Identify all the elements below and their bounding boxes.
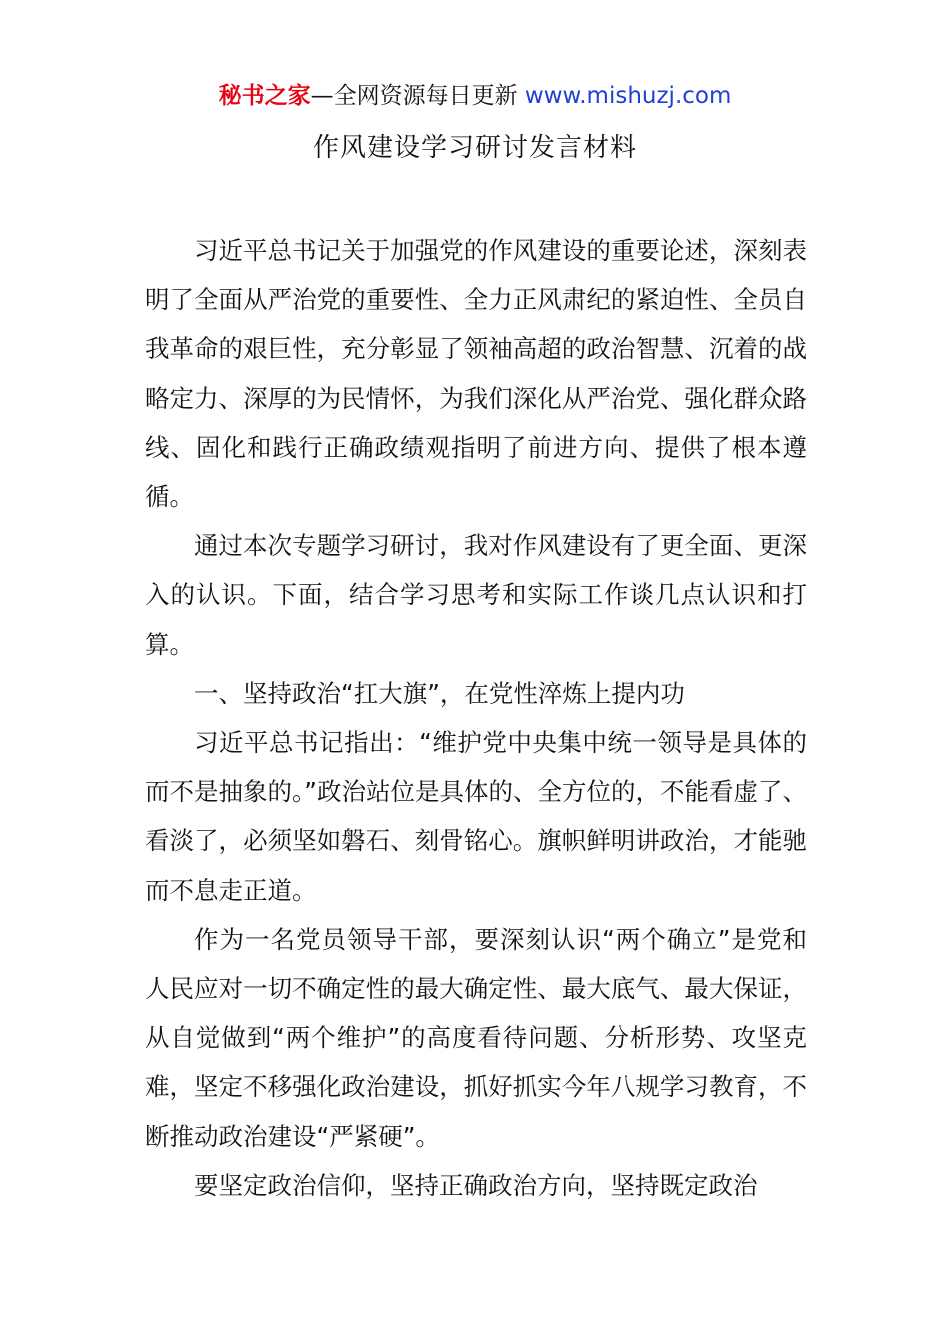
document-body	[145, 226, 807, 1210]
paragraph-cadre: 作为一名党员领导干部，要深刻认识“两个确立”是党和人民应对一切不确定性的最大确定性、最大底气、最大保证，从自觉做到“两个维护”的高度看待问题、分析形势、攻坚克难，坚定不移强化政治建设，抓好抓实今年八规学习教育，不断推动政治建设“严紧硬”。	[145, 924, 807, 1151]
section-heading-1: 一、坚持政治“扛大旗”，在党性淬炼上提内功	[194, 678, 685, 708]
site-header	[0, 80, 950, 112]
brand-name: 秘书之家	[218, 83, 311, 109]
paragraph-partial: 要坚定政治信仰，坚持正确政治方向，坚持既定政治	[194, 1170, 758, 1200]
header-tagline: —全网资源每日更新	[310, 83, 518, 109]
document-title: 作风建设学习研讨发言材料	[312, 133, 637, 163]
paragraph-overview: 通过本次专题学习研讨，我对作风建设有了更全面、更深入的认识。下面，结合学习思考和实际工作谈几点认识和打算。	[145, 531, 807, 659]
site-url[interactable]: www.mishuzj.com	[524, 83, 732, 109]
paragraph-quote: 习近平总书记指出：“维护党中央集中统一领导是具体的而不是抽象的。”政治站位是具体的、全方位的，不能看虚了、看淡了，必须坚如磐石、刻骨铭心。旗帜鲜明讲政治，才能驰而不息走正道。	[145, 728, 807, 905]
paragraph-intro: 习近平总书记关于加强党的作风建设的重要论述，深刻表明了全面从严治党的重要性、全力正风肃纪的紧迫性、全员自我革命的艰巨性，充分彰显了领袖高超的政治智慧、沉着的战略定力、深厚的为民情怀，为我们深化从严治党、强化群众路线、固化和践行正确政绩观指明了前进方向、提供了根本遵循。	[145, 236, 807, 512]
